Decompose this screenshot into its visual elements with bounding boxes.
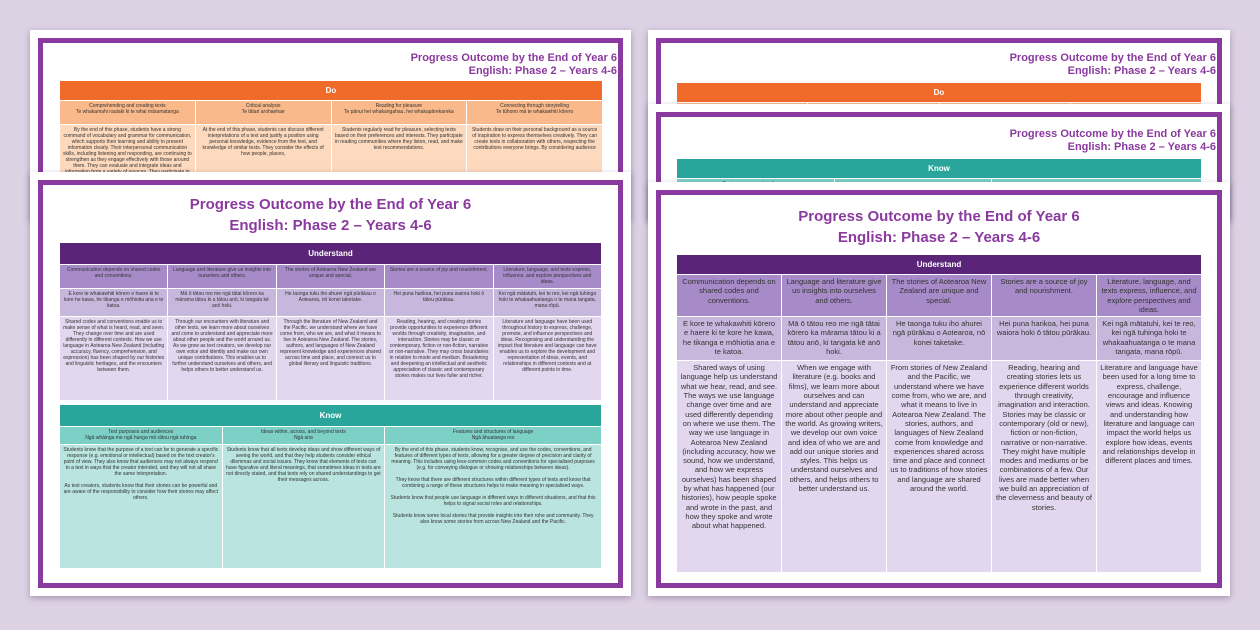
sheet-understand xyxy=(648,182,1230,596)
understand-body: From stories of New Zealand and the Pacific, we understand where we have come from, who we are, and what it means to live in Aotearoa New Zealand. The stories, authors, and languages of New Zealand come from knowledge and experiences shared across time and place and connect us to traditions of how stories and language are shared around the world. xyxy=(887,361,992,573)
do-table xyxy=(59,80,603,185)
understand-maori: Hei puna harikoa, hei puna waiora hoki ō tātou pūrākau. xyxy=(992,317,1097,361)
understand-heading: The stories of Aotearoa New Zealand are unique and special. xyxy=(887,275,992,317)
understand-body: Shared ways of using language help us understand what we hear, read, and see. The ways we use language change over time and are used differently depending on where we use them. The way we use language in Aotearoa New Zealand (including accuracy, how we sound, how we understand, and how we express ourselves) has been shaped by what has happened (our histories), how people spoke and wrote in the past, and how they spoke and wrote about what happened. xyxy=(677,361,782,573)
know-heading: Text purposes and audiences Ngā whāinga me ngā hunga mā rātou ngā tuhinga xyxy=(60,427,223,445)
understand-heading: Stories are a source of joy and nourishment. xyxy=(385,265,493,289)
understand-maori: Kei ngā mātatuhi, kei te reo, kei ngā tuhinga hoki te whakaahuatanga o te mana tangata, mana rōpū. xyxy=(1097,317,1202,361)
understand-body: Literature and language have been used for a long time to express, challenge, encourage and influence views and ideas. Knowing and understanding how literature and language can impact the world helps us explore how ideas, events and relationships develop in different places and times. xyxy=(1097,361,1202,573)
understand-heading: Literature, language, and texts express, influence, and explore perspectives and ideas. xyxy=(493,265,601,289)
sheet-title: Progress Outcome by the End of Year 6 English: Phase 2 – Years 4-6 xyxy=(410,52,617,77)
understand-heading: The stories of Aotearoa New Zealand are unique and special. xyxy=(276,265,384,289)
section-header-do: Do xyxy=(60,81,603,101)
understand-body: Literature and language have been used throughout history to express, challenge, promote, and influence perspectives and ideas. Recognising and understanding the impact that literature and language can have enables us to explore the development and representation of ideas, events, and relationships in different contexts and at different points in time. xyxy=(493,317,601,401)
understand-body: Reading, hearing and creating stories lets us experience different worlds through creativity, imagination and interaction. Stories may be classic or contemporary (old or new), fiction or non-fiction, narrative or non-narrative. They might have multiple modes and mediums or be combinations of a few. Our lives are made better when we build an appreciation of the cleverness and beauty of stories. xyxy=(992,361,1097,573)
sheet-understand-know xyxy=(30,172,631,596)
sheet-title: Progress Outcome by the End of Year 6 English: Phase 2 – Years 4-6 xyxy=(1009,52,1216,77)
understand-heading: Communication depends on shared codes and conventions. xyxy=(677,275,782,317)
sheet-title: Progress Outcome by the End of Year 6 English: Phase 2 – Years 4-6 xyxy=(189,196,472,234)
section-header-know: Know xyxy=(60,405,602,427)
understand-body: Reading, hearing, and creating stories provide opportunities to experience different worlds through creativity, imagination, and interaction. Stories may be classic or contemporary, fiction or non-fiction, narrative or non-narrative. They may cross boundaries in relation to mode and medium. Broadening and deepening an intellectual and aesthetic appreciation of classic and contemporary stories makes our lives fuller and richer. xyxy=(385,317,493,401)
understand-maori: E kore te whakawhiti kōrero e haere ki te kore he kawa, he tikanga e mōhiotia ana e te katoa. xyxy=(677,317,782,361)
do-heading: Critical analysis Te tātari arohaehae xyxy=(195,101,331,125)
understand-heading: Language and literature give us insights into ourselves and others. xyxy=(168,265,276,289)
sheet-title: Progress Outcome by the End of Year 6 English: Phase 2 – Years 4-6 xyxy=(798,208,1080,246)
understand-maori: He taonga tuku iho ahurei ngā pūrākau o Aotearoa, nō konei taketake. xyxy=(276,289,384,317)
know-cell: By the end of this phase, students know, recognise, and use the codes, conventions, and features of different types of texts, allowing for a greater degree of precision and clarity of meaning. This includes using less-common codes and conventions for specialised purposes (e.g. for conveying dialogue or showing relationships between ideas). They know that there are different structures within different types of texts and know that combining a range of these structures helps to make meaning in specialised ways. Students know that people use language in different ways in different situations, and that this helps to signal social roles and relationships. Students know some local stories that provide insights into their rohe and community. They also know some stories from across New Zealand and the Pacific. xyxy=(385,445,602,569)
section-header-do: Do xyxy=(677,83,1202,103)
understand-maori: Kei ngā mātatuhi, kei te reo, kei ngā tuhinga hoki te whakaahuatanga o te mana tangata, mana rōpū. xyxy=(493,289,601,317)
understand-maori: Mā ō tātou reo me ngā tātai kōrero ka mārama tātou ki a tātou anō, ki tangata kē anō hoki. xyxy=(168,289,276,317)
do-heading: Connecting through storytelling Te tūhono mā te whakawhiti kōrero xyxy=(467,101,603,125)
understand-heading: Stories are a source of joy and nourishment. xyxy=(992,275,1097,317)
understand-maori: Hei puna harikoa, hei puna waiora hoki ō tātou pūrākau. xyxy=(385,289,493,317)
understand-heading: Communication depends on shared codes and conventions. xyxy=(60,265,168,289)
understand-table xyxy=(59,242,602,401)
understand-body: Shared codes and conventions enable us to make sense of what is heard, read, and seen. They change over time and are used differently in different contexts. How we use language in Aotearoa New Zealand (including accuracy, fluency, comprehension, and expression) has been shaped by our histories and linguistic heritages, and the encounters between them. xyxy=(60,317,168,401)
understand-body: When we engage with literature (e.g. books and films), we learn more about ourselves and can understand and appreciate more about other people and the world. As growing writers, we develop our own voice and idea of who we are and add our unique stories and styles. This helps us understand ourselves and others, and helps others to better understand us. xyxy=(782,361,887,573)
understand-heading: Language and literature give us insights into ourselves and others. xyxy=(782,275,887,317)
know-heading: Features and structures of language Ngā āhuatanga reo xyxy=(385,427,602,445)
know-cell: Students know that the purpose of a text can be to generate a specific response (e.g. emotional or intellectual) based on the text creator's point of view. They also know that audiences may not always respond to a text in ways that the creator intended, and they will not all share the same interpretation. As text creators, students know that their stories can be powerful and are aware of the responsibility to consider how their stories may affect others. xyxy=(60,445,223,569)
understand-maori: E kore te whakawhiti kōrero e haere ki te kore he kawa, he tikanga e mōhiotia ana e te katoa. xyxy=(60,289,168,317)
understand-table xyxy=(676,254,1202,573)
section-header-understand: Understand xyxy=(60,243,602,265)
understand-maori: He taonga tuku iho ahurei ngā pūrākau o Aotearoa, nō konei taketake. xyxy=(887,317,992,361)
know-heading: Ideas within, across, and beyond texts Ngā aria xyxy=(222,427,385,445)
do-cell: At the end of this phase, students can discuss different interpretations of a text and justify a position using personal knowledge, evidence from the text, and knowledge of similar texts. They consider the effects of how people, places, xyxy=(195,125,331,185)
do-heading: Comprehending and creating texts Te whakamahi rautaki ki te whai māramatanga xyxy=(60,101,196,125)
do-cell: Students draw on their personal background as a source of inspiration to express themselves creatively. They can create texts in collaboration with others, respecting the contributions everyone brings. By considering audience xyxy=(467,125,603,185)
know-table xyxy=(59,404,602,569)
section-header-know: Know xyxy=(677,159,1202,179)
section-header-understand: Understand xyxy=(677,255,1202,275)
understand-body: Through the literature of New Zealand and the Pacific, we understand where we have come from, who we are, and what it means to live in Aotearoa New Zealand. The stories, authors, and languages of New Zealand represent knowledge and experiences shared across time and place, and connect us to global literary and linguistic traditions. xyxy=(276,317,384,401)
understand-heading: Literature, language, and texts express, influence, and explore perspectives and ideas. xyxy=(1097,275,1202,317)
understand-maori: Mā ō tātou reo me ngā tātai kōrero ka mārama tātou ki a tātou anō, ki tangata kē anō hoki. xyxy=(782,317,887,361)
sheet-title: Progress Outcome by the End of Year 6 English: Phase 2 – Years 4-6 xyxy=(1009,128,1216,153)
know-cell: Students know that all texts develop ideas and show different ways of seeing the world, and that they help students consider ethical dilemmas and social issues. They know that elements of texts can have figurative and literal meanings, that sometimes ideas in texts are not directly stated, and that texts rely on shared understandings to get their messages across. xyxy=(222,445,385,569)
do-heading: Reading for pleasure Te pānui hei whakangahau, hei whakapārekareka xyxy=(331,101,467,125)
do-cell: Students regularly read for pleasure, selecting texts based on their preferences and interests. They participate in reading communities where they listen, read, and make text recommendations. xyxy=(331,125,467,185)
understand-body: Through our encounters with literature and other texts, we learn more about ourselves and come to understand and appreciate more about other people and the world around us. As we grow as text creators, we develop our own voice and identity and make our own unique contributions. This enables us to further understand ourselves and others, and helps others to better understand us. xyxy=(168,317,276,401)
do-cell: By the end of this phase, students have a strong command of vocabulary and grammar for communication, which supports their learning and ability to present information clearly. Their interpersonal communication skills, including listening and responding, are continuing to strengthen as they engage effectively with those around them. They can evaluate and integrate ideas and xyxy=(60,125,196,185)
